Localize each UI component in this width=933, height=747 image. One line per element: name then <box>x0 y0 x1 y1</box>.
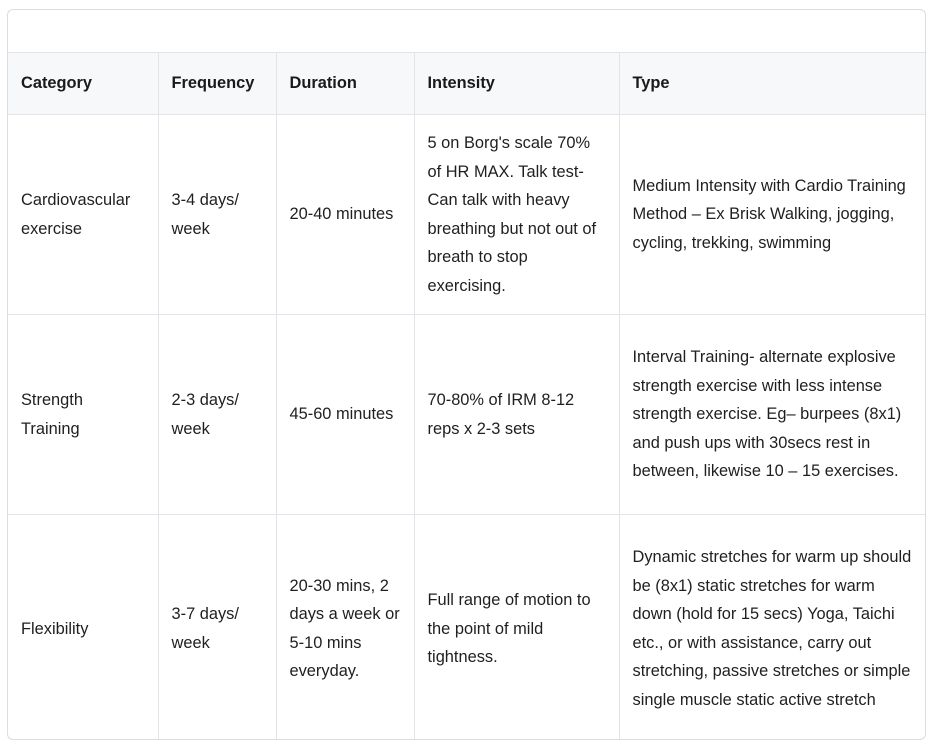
cell-frequency: 3-7 days/ week <box>158 515 276 741</box>
cell-duration: 20-30 mins, 2 days a week or 5-10 mins everyday. <box>276 515 414 741</box>
cell-type: Medium Intensity with Cardio Training Method – Ex Brisk Walking, jogging, cycling, trekking, swimming <box>619 115 926 315</box>
cell-type: Interval Training- alternate explosive strength exercise with less intense strength exercise. Eg– burpees (8x1) and push ups with 30secs rest in between, likewise 10 – 15 exercises. <box>619 315 926 515</box>
cell-intensity: 5 on Borg's scale 70% of HR MAX. Talk test- Can talk with heavy breathing but not out of breath to stop exercising. <box>414 115 619 315</box>
header-duration: Duration <box>276 53 414 115</box>
cell-duration: 20-40 minutes <box>276 115 414 315</box>
table-row <box>8 315 926 515</box>
table-row <box>8 515 926 741</box>
table-header-row <box>8 53 926 115</box>
cell-type: Dynamic stretches for warm up should be (8x1) static stretches for warm down (hold for 15 secs) Yoga, Taichi etc., or with assistance, carry out stretching, passive stretches or simple single muscle static active stretch <box>632 548 912 709</box>
cell-category: Strength Training <box>8 315 158 515</box>
cell-duration: 45-60 minutes <box>276 315 414 515</box>
exercise-table-card <box>7 9 926 740</box>
header-type: Type <box>619 53 926 115</box>
header-frequency: Frequency <box>158 53 276 115</box>
table-row <box>8 115 926 315</box>
cell-frequency: 3-4 days/ week <box>158 115 276 315</box>
cell-intensity: Full range of motion to the point of mild tightness. <box>414 515 619 741</box>
header-category: Category <box>8 53 158 115</box>
cell-category: Flexibility <box>8 515 158 741</box>
exercise-table <box>8 52 926 740</box>
cell-frequency: 2-3 days/ week <box>158 315 276 515</box>
cell-category: Cardiovascular exercise <box>8 115 158 315</box>
cell-intensity: 70-80% of IRM 8-12 reps x 2-3 sets <box>414 315 619 515</box>
header-intensity: Intensity <box>414 53 619 115</box>
